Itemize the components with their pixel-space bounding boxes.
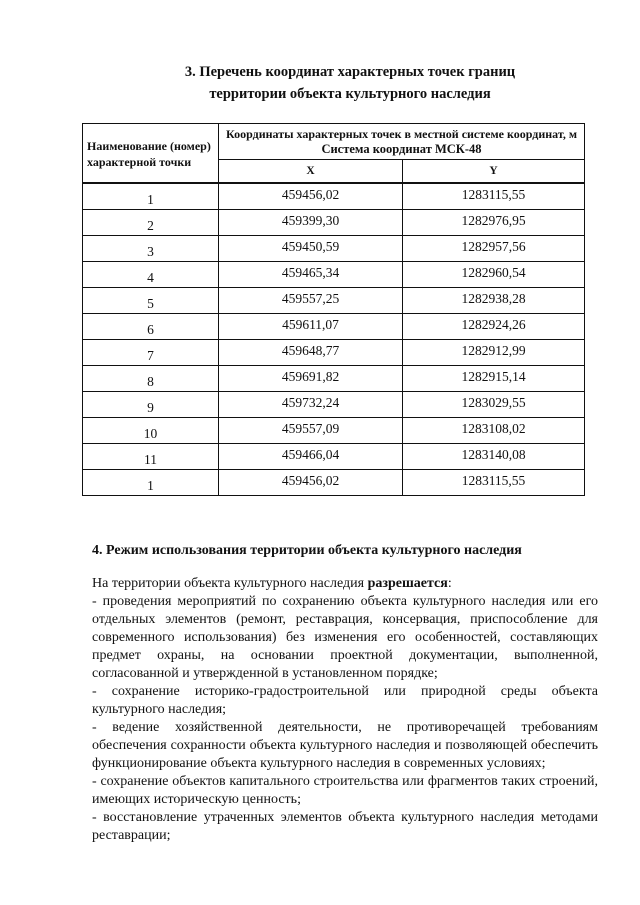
intro-text: На территории объекта культурного наследия — [92, 576, 368, 591]
header-y: Y — [403, 160, 585, 184]
x-coordinate-cell: 459557,25 — [219, 288, 403, 314]
point-number-cell: 6 — [83, 314, 219, 340]
table-row — [83, 470, 585, 496]
x-coordinate-cell: 459611,07 — [219, 314, 403, 340]
y-coordinate-cell: 1282960,54 — [403, 262, 585, 288]
x-coordinate-cell: 459465,34 — [219, 262, 403, 288]
coordinates-table-body — [83, 183, 585, 496]
point-number-cell: 7 — [83, 340, 219, 366]
permitted-item: - проведения мероприятий по сохранению объекта культурного наследия или его отдельных элементов (ремонт, реставрация, консервация, приспособление для современного использования) без изменения его особенностей, составляющих предмет охраны, на основании проектной документации, выполненной, согласованной и утвержденной в установленном порядке; — [92, 594, 598, 681]
point-number-cell: 9 — [83, 392, 219, 418]
x-coordinate-cell: 459399,30 — [219, 210, 403, 236]
table-row — [83, 288, 585, 314]
header-point-name — [83, 124, 219, 184]
section-4-intro — [92, 575, 598, 593]
x-coordinate-cell: 459466,04 — [219, 444, 403, 470]
header-x: X — [219, 160, 403, 184]
point-number-cell: 1 — [83, 183, 219, 210]
table-row — [83, 366, 585, 392]
y-coordinate-cell: 1282976,95 — [403, 210, 585, 236]
table-row — [83, 262, 585, 288]
intro-bold-word: разрешается — [367, 576, 448, 591]
x-coordinate-cell: 459456,02 — [219, 470, 403, 496]
y-coordinate-cell: 1283029,55 — [403, 392, 585, 418]
table-row — [83, 444, 585, 470]
permitted-item: - ведение хозяйственной деятельности, не противоречащей требованиям обеспечения сохранности объекта культурного наследия и позволяющей обеспечить функционирование объекта культурного наследия в современных условиях; — [92, 720, 598, 771]
y-coordinate-cell: 1283140,08 — [403, 444, 585, 470]
y-coordinate-cell: 1283115,55 — [403, 470, 585, 496]
table-row — [83, 392, 585, 418]
permitted-item: - восстановление утраченных элементов объекта культурного наследия методами реставрации; — [92, 810, 598, 843]
y-coordinate-cell: 1283108,02 — [403, 418, 585, 444]
point-number-cell: 1 — [83, 470, 219, 496]
section-3-title-line-1: 3. Перечень координат характерных точек границ — [184, 64, 516, 80]
y-coordinate-cell: 1282924,26 — [403, 314, 585, 340]
x-coordinate-cell: 459732,24 — [219, 392, 403, 418]
permitted-item: - сохранение объектов капитального строительства или фрагментов таких строений, имеющих историческую ценность; — [92, 774, 598, 807]
table-row — [83, 210, 585, 236]
y-coordinate-cell: 1282957,56 — [403, 236, 585, 262]
table-row — [83, 183, 585, 210]
header-coordinate-system: Система координат МСК-48 — [321, 142, 482, 156]
section-4 — [92, 541, 598, 845]
point-number-cell: 2 — [83, 210, 219, 236]
table-row — [83, 314, 585, 340]
table-row — [83, 236, 585, 262]
intro-colon: : — [447, 576, 452, 591]
section-4-title: 4. Режим использования территории объекта культурного наследия — [92, 543, 522, 558]
point-number-cell: 8 — [83, 366, 219, 392]
y-coordinate-cell: 1282915,14 — [403, 366, 585, 392]
table-row — [83, 418, 585, 444]
y-coordinate-cell: 1282938,28 — [403, 288, 585, 314]
point-number-cell: 4 — [83, 262, 219, 288]
x-coordinate-cell: 459456,02 — [219, 183, 403, 210]
header-coordinates-title: Координаты характерных точек в местной системе координат, м — [226, 127, 577, 141]
point-number-cell: 10 — [83, 418, 219, 444]
point-number-cell: 5 — [83, 288, 219, 314]
x-coordinate-cell: 459557,09 — [219, 418, 403, 444]
permitted-item: - сохранение историко-градостроительной или природной среды объекта культурного наследия; — [92, 684, 598, 717]
header-point-name-text: Наименование (номер) характерной точки — [87, 139, 211, 169]
section-3-title-line-2: территории объекта культурного наследия — [209, 86, 491, 102]
header-coordinates — [219, 124, 585, 160]
coordinates-table — [82, 123, 585, 496]
x-coordinate-cell: 459691,82 — [219, 366, 403, 392]
x-coordinate-cell: 459648,77 — [219, 340, 403, 366]
point-number-cell: 11 — [83, 444, 219, 470]
x-coordinate-cell: 459450,59 — [219, 236, 403, 262]
section-3-title — [60, 61, 640, 105]
point-number-cell: 3 — [83, 236, 219, 262]
y-coordinate-cell: 1283115,55 — [403, 183, 585, 210]
table-row — [83, 340, 585, 366]
y-coordinate-cell: 1282912,99 — [403, 340, 585, 366]
